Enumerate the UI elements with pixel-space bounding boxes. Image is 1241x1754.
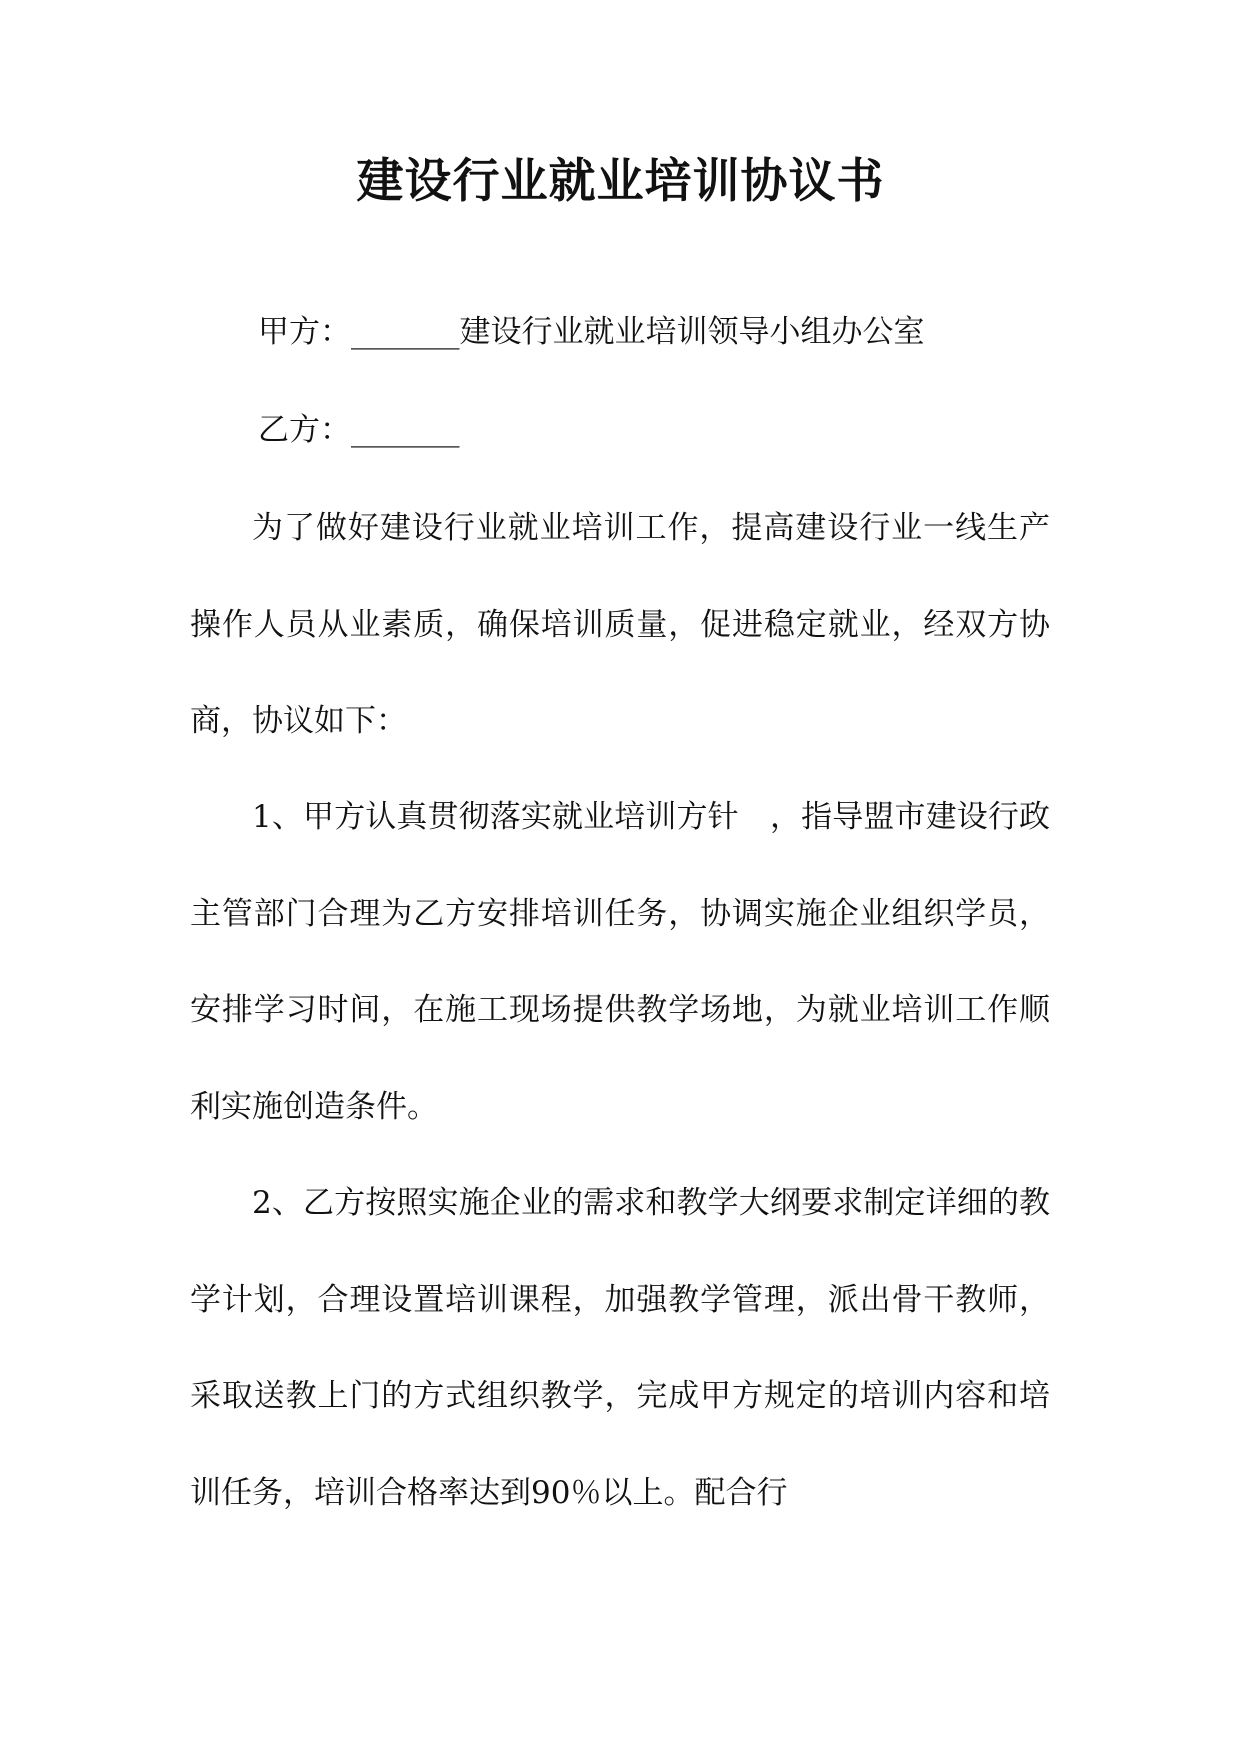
- party-a-line: 甲方：_______建设行业就业培训领导小组办公室: [258, 314, 925, 350]
- party-b-line: 乙方：_______: [258, 412, 460, 448]
- clause-1-paragraph: 1、甲方认真贯彻落实就业培训方针 ，指导盟市建设行政主管部门合理为乙方安排培训任务，协调实施企业组织学员，安排学习时间，在施工现场提供教学场地，为就业培训工作顺利实施创造条件。: [190, 799, 1050, 1125]
- clause-2-paragraph: 2、乙方按照实施企业的需求和教学大纲要求制定详细的教学计划，合理设置培训课程，加强教学管理，派出骨干教师，采取送教上门的方式组织教学，完成甲方规定的培训内容和培训任务，培训合格率达到90％以上。配合行: [190, 1185, 1050, 1511]
- document-title: 建设行业就业培训协议书: [356, 154, 885, 209]
- intro-paragraph: 为了做好建设行业就业培训工作，提高建设行业一线生产操作人员从业素质，确保培训质量，促进稳定就业，经双方协商，协议如下：: [190, 510, 1050, 739]
